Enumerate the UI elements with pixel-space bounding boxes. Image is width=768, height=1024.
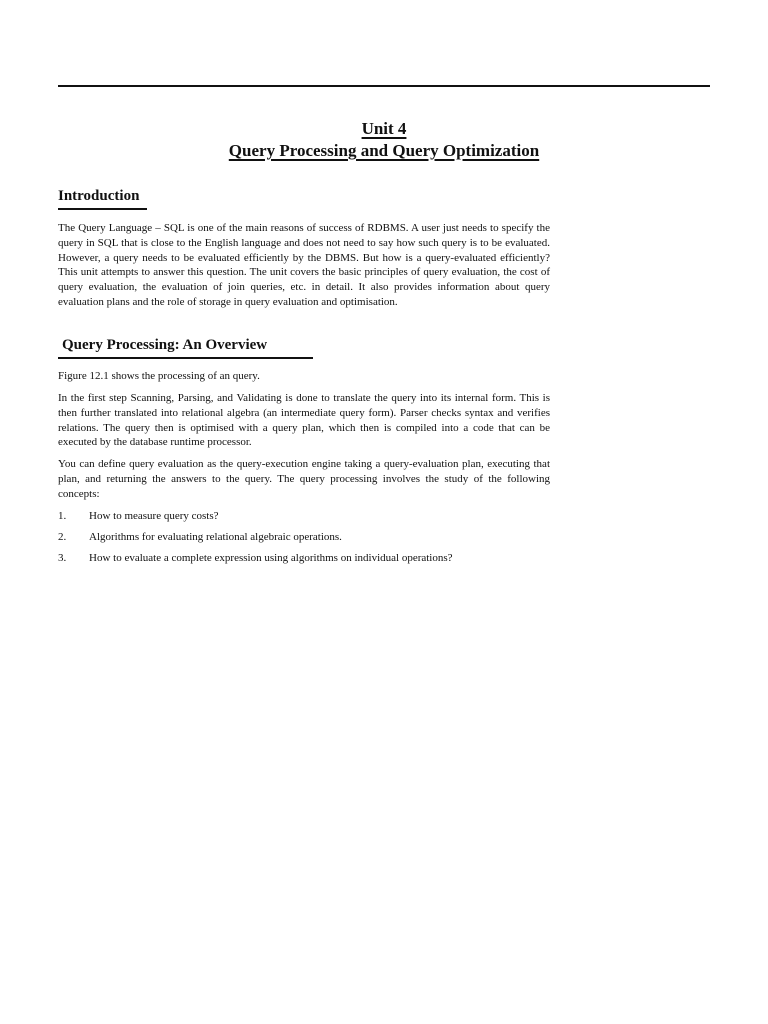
list-item-text: Algorithms for evaluating relational algebraic operations. <box>89 531 342 543</box>
top-horizontal-rule <box>58 85 710 87</box>
figure-reference-paragraph: Figure 12.1 shows the processing of an query. <box>58 370 260 382</box>
title-block <box>58 118 710 162</box>
list-item-number: 3. <box>58 552 67 564</box>
list-item <box>58 551 550 566</box>
overview-heading: Query Processing: An Overview <box>58 336 313 359</box>
unit-title: Unit 4 <box>361 119 407 138</box>
introduction-heading: Introduction <box>58 187 147 210</box>
list-item <box>58 509 550 524</box>
list-item <box>58 530 550 545</box>
list-item-number: 2. <box>58 531 67 543</box>
introduction-paragraph: The Query Language – SQL is one of the main reasons of success of RDBMS. A user just needs to specify the query in SQL that is close to the English language and does not need to say how such query is to be evaluated. However, a query needs to be evaluated efficiently by the DBMS. But how is a query-evaluated efficiently? This unit attempts to answer this question. The unit covers the basic principles of query evaluation, the cost of query evaluation, the evaluation of join queries, etc. in detail. It also provides information about query evaluation plans and the role of storage in query evaluation and optimisation. <box>58 222 550 308</box>
list-item-text: How to evaluate a complete expression using algorithms on individual operations? <box>89 552 453 564</box>
list-item-number: 1. <box>58 510 67 522</box>
query-evaluation-paragraph: You can define query evaluation as the query-execution engine taking a query-evaluation plan, executing that plan, and returning the answers to the query. The query processing involves the study of the following concepts: <box>58 458 550 500</box>
main-title: Query Processing and Query Optimization <box>228 141 540 160</box>
first-step-paragraph: In the first step Scanning, Parsing, and Validating is done to translate the query into its internal form. This is then further translated into relational algebra (an intermediate query form). Parser checks syntax and verifies relations. The query then is optimised with a query plan, which then is compiled into a code that can be executed by the database runtime processor. <box>58 392 550 449</box>
list-item-text: How to measure query costs? <box>89 510 219 522</box>
